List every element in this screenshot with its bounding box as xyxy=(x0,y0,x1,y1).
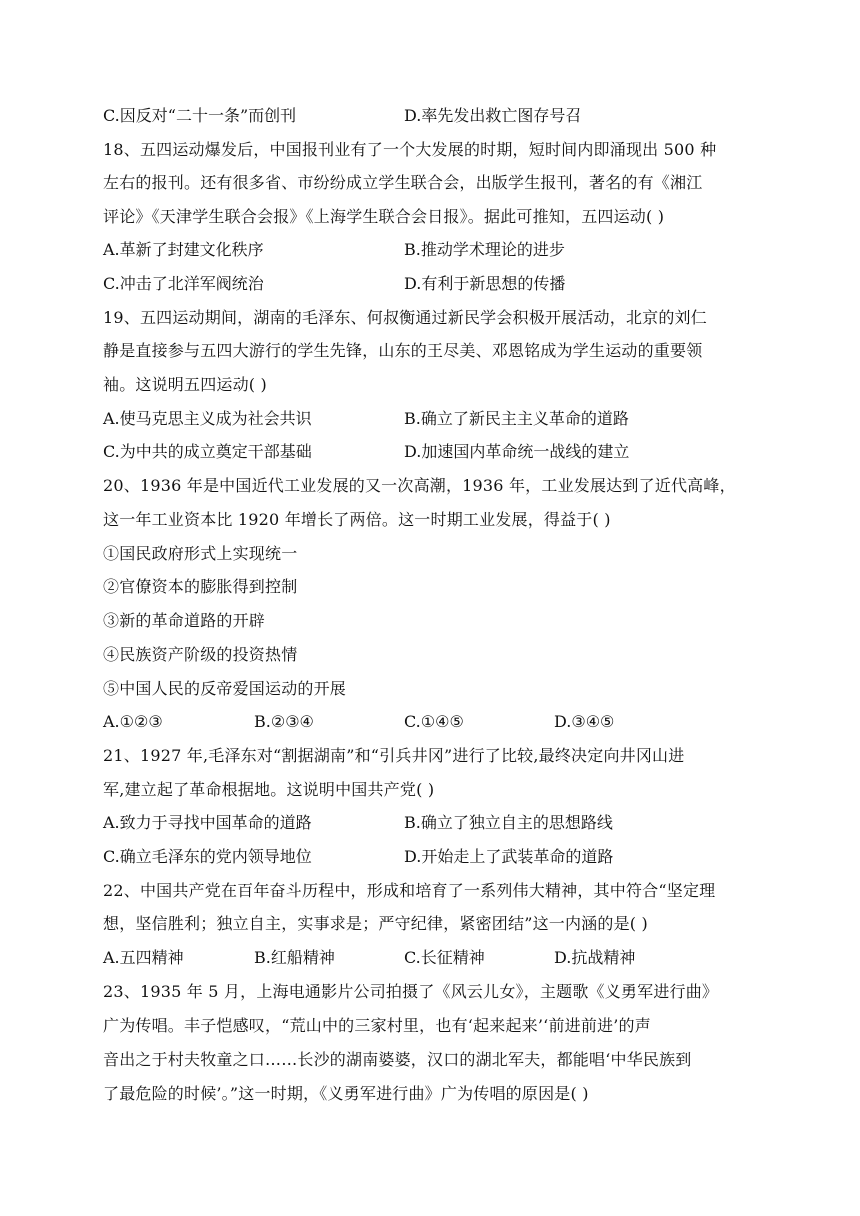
q18-option-b: B.推动学术理论的进步 xyxy=(404,240,565,259)
q18-stem-line-3: 评论》《天津学生联合会报》《上海学生联合会日报》。据此可推知，五四运动( ) xyxy=(103,207,665,226)
q19-option-c: C.为中共的成立奠定干部基础 xyxy=(103,442,312,461)
q22-stem-line-2: 想，坚信胜利；独立自主，实事求是；严守纪律，紧密团结”这一内涵的是( ) xyxy=(103,914,648,933)
q21-stem-line-2: 军,建立起了革命根据地。这说明中国共产党( ) xyxy=(103,780,435,799)
q21-option-d: D.开始走上了武装革命的道路 xyxy=(404,847,614,866)
q21-option-b: B.确立了独立自主的思想路线 xyxy=(404,813,613,832)
q20-option-c: C.①④⑤ xyxy=(404,712,464,731)
q18-stem-line-2: 左右的报刊。还有很多省、市纷纷成立学生联合会，出版学生报刊，著名的有《湘江 xyxy=(103,173,703,192)
q18-stem-line-1: 18、五四运动爆发后，中国报刊业有了一个大发展的时期，短时间内即涌现出 500 种 xyxy=(103,140,717,159)
q18-option-c: C.冲击了北洋军阀统治 xyxy=(103,274,264,293)
q20-option-d: D.③④⑤ xyxy=(554,712,615,731)
q17-option-c: C.因反对“二十一条”而创刊 xyxy=(103,106,297,125)
q18-option-a: A.革新了封建文化秩序 xyxy=(103,240,264,259)
q23-stem-line-3: 音出之于村夫牧童之口……长沙的湖南婆婆，汉口的湖北军夫，都能唱‘中华民族到 xyxy=(103,1050,692,1069)
q20-item-4: ④民族资产阶级的投资热情 xyxy=(103,645,298,664)
q23-stem-line-1: 23、1935 年 5 月，上海电通影片公司拍摄了《风云儿女》，主题歌《义勇军进行曲》 xyxy=(103,982,719,1001)
q20-stem-line-2: 这一年工业资本比 1920 年增长了两倍。这一时期工业发展，得益于( ) xyxy=(103,510,611,529)
q21-option-c: C.确立毛泽东的党内领导地位 xyxy=(103,847,312,866)
q22-option-b: B.红船精神 xyxy=(254,948,335,967)
q20-item-3: ③新的革命道路的开辟 xyxy=(103,611,266,630)
q22-option-d: D.抗战精神 xyxy=(554,948,636,967)
q19-stem-line-2: 静是直接参与五四大游行的学生先锋，山东的王尽美、邓恩铭成为学生运动的重要领 xyxy=(103,341,703,360)
q22-option-c: C.长征精神 xyxy=(404,948,485,967)
q22-option-a: A.五四精神 xyxy=(103,948,184,967)
q20-item-5: ⑤中国人民的反帝爱国运动的开展 xyxy=(103,679,347,698)
q19-stem-line-1: 19、五四运动期间，湖南的毛泽东、何叔衡通过新民学会积极开展活动，北京的刘仁 xyxy=(103,308,707,327)
q20-stem-line-1: 20、1936 年是中国近代工业发展的又一次高潮，1936 年，工业发展达到了近代高峰， xyxy=(103,476,736,495)
q19-stem-line-3: 袖。这说明五四运动( ) xyxy=(103,375,267,394)
q19-option-d: D.加速国内革命统一战线的建立 xyxy=(404,442,630,461)
q20-option-a: A.①②③ xyxy=(103,712,163,731)
q20-item-1: ①国民政府形式上实现统一 xyxy=(103,544,298,563)
q21-stem-line-1: 21、1927 年,毛泽东对“割据湖南”和“引兵井冈”进行了比较,最终决定向井冈山进 xyxy=(103,746,685,765)
q19-option-b: B.确立了新民主主义革命的道路 xyxy=(404,409,629,428)
q23-stem-line-4: 了最危险的时候’。”这一时期，《义勇军进行曲》广为传唱的原因是( ) xyxy=(103,1084,589,1103)
q22-stem-line-1: 22、中国共产党在百年奋斗历程中，形成和培育了一系列伟大精神，其中符合“坚定理 xyxy=(103,881,716,900)
q20-option-b: B.②③④ xyxy=(254,712,314,731)
q19-option-a: A.使马克思主义成为社会共识 xyxy=(103,409,312,428)
q21-option-a: A.致力于寻找中国革命的道路 xyxy=(103,813,312,832)
q18-option-d: D.有利于新思想的传播 xyxy=(404,274,566,293)
q20-item-2: ②官僚资本的膨胀得到控制 xyxy=(103,577,298,596)
q23-stem-line-2: 广为传唱。丰子恺感叹，“荒山中的三家村里，也有‘起来起来’‘前进前进’的声 xyxy=(103,1016,651,1035)
q17-option-d: D.率先发出救亡图存号召 xyxy=(404,106,582,125)
